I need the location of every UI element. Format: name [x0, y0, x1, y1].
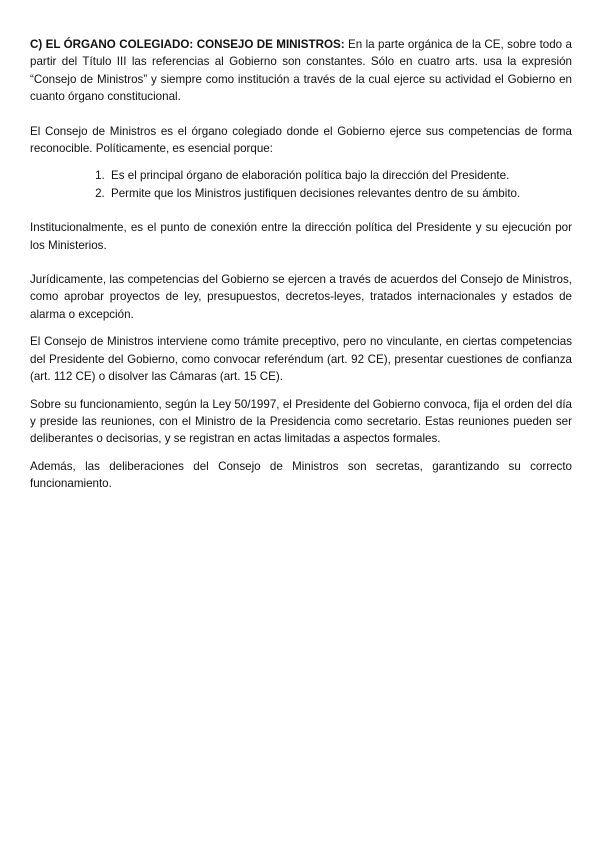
- paragraph-deliberaciones: Además, las deliberaciones del Consejo de Ministros son secretas, garantizando su correcto funcionamiento.: [30, 459, 572, 491]
- paragraph-consejo-definition: El Consejo de Ministros es el órgano colegiado donde el Gobierno ejerce sus competencias de forma reconocible. Políticamente, es esencial porque:: [30, 124, 572, 156]
- paragraph-juridico: Jurídicamente, las competencias del Gobierno se ejercen a través de acuerdos del Consejo de Ministros, como aprobar proyectos de ley, presupuestos, decretos-leyes, tratados internacionales y estados de alarma o excepción.: [30, 273, 572, 321]
- paragraph-tramite: El Consejo de Ministros interviene como trámite preceptivo, pero no vinculante, en ciertas competencias del Presidente del Gobierno, como convocar referéndum (art. 92 CE), presentar cuestiones de confianza (art. 112 CE) o disolver las Cámaras (art. 15 CE).: [30, 335, 572, 384]
- paragraph-funcionamiento: Sobre su funcionamiento, según la Ley 50/1997, el Presidente del Gobierno convoca, fija el orden del día y preside las reuniones, con el Ministro de la Presidencia como secretario. Estas reuniones pueden ser deliberantes o decisorias, y se registran en actas limitadas a aspectos formales.: [30, 397, 572, 446]
- intro-paragraph: [30, 36, 572, 106]
- numbered-list: [30, 167, 572, 202]
- paragraph-institucional: Institucionalmente, es el punto de conexión entre la dirección política del Presidente y su ejecución por los Ministerios.: [30, 221, 572, 252]
- section-heading: C) EL ÓRGANO COLEGIADO: CONSEJO DE MINISTROS:: [30, 38, 345, 51]
- list-item: 2. Permite que los Ministros justifiquen decisiones relevantes dentro de su ámbito.: [108, 185, 572, 202]
- list-item: 1. Es el principal órgano de elaboración política bajo la dirección del Presidente.: [108, 167, 572, 184]
- intro-text: En la parte orgánica de la CE, sobre todo a partir del Título III las referencias al Gobierno son constantes. Sólo en cuatro arts. usa la expresión “Consejo de Ministros” y siempre como institución a través de la cual ejerce su actividad el Gobierno en cuanto órgano constitucional.: [30, 38, 572, 104]
- document-page: [30, 36, 572, 493]
